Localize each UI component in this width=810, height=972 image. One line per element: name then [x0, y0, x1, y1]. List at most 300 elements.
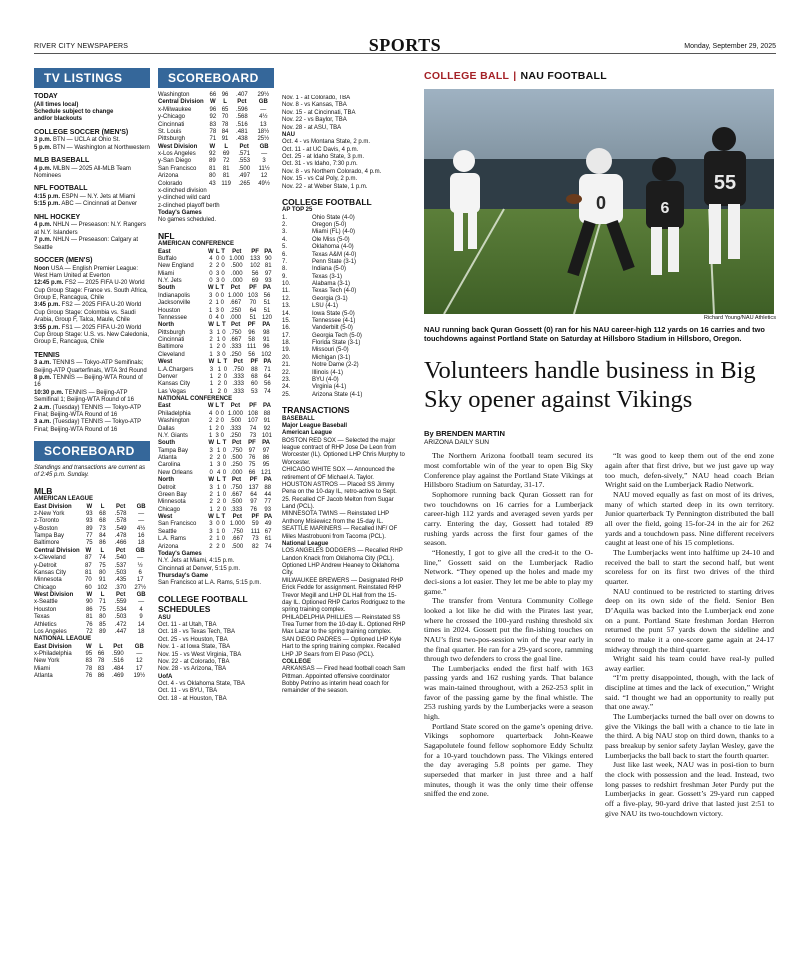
- stat-cell: 60: [251, 381, 258, 388]
- rank-number: 15.: [282, 317, 291, 324]
- stat-cell: 3: [262, 158, 266, 165]
- ranking-row: [282, 384, 406, 391]
- story-paragraph: The transfer from Ventura Community College looked a lot like he did with the Pirates last year, where he crossed the 100-yard rushing threshold six times in 2024. Gossett put the fin-ishing touches on NAU’s first two-pos-session win of the year early in the final quarter. He ran for a 29-yard score, ramming through two defenders to cross the goal line.: [424, 596, 593, 664]
- stat-cell: 44: [264, 491, 272, 498]
- stat-cell: 0: [222, 329, 226, 336]
- team-row: [158, 92, 274, 99]
- stat-cell: 93: [85, 518, 93, 525]
- schedule-line: Oct. 25 - vs Houston, TBA: [158, 636, 228, 643]
- kicker-label: COLLEGE BALL: [424, 70, 510, 82]
- stat-cell: 2: [209, 418, 213, 425]
- stat-cell: 0: [223, 388, 228, 395]
- transaction-item: BOSTON RED SOX — Selected the major league contract of RHP Jose De Leon from Worcester (IL). Optioned LHP Chris Murphy to Worcester.: [282, 437, 405, 466]
- middle-column: [158, 68, 274, 968]
- team-row: [158, 271, 274, 278]
- stat-cell: 88: [263, 410, 271, 417]
- ranking-row: [282, 318, 406, 325]
- team-name: N.Y. Jets: [158, 278, 182, 285]
- stat-cell: 75: [99, 562, 106, 569]
- team-name: Miami: [34, 665, 50, 672]
- stat-cell: 81: [209, 165, 216, 172]
- stat-cell: .000: [229, 314, 242, 321]
- ranking-row: [282, 222, 406, 229]
- ranking-row: [282, 244, 406, 251]
- stat-cell: 0: [209, 469, 213, 476]
- stat-cell: 0: [221, 270, 225, 277]
- stat-cell: 2: [209, 543, 213, 550]
- team-name: Indianapolis: [158, 292, 191, 299]
- header-cell: L: [217, 359, 222, 366]
- header-cell: W: [208, 322, 214, 329]
- stat-cell: .497: [238, 173, 251, 180]
- header-cell: L: [224, 143, 229, 150]
- stat-cell: .750: [231, 528, 244, 535]
- stat-cell: .250: [229, 432, 242, 439]
- rank-team: Alabama (3-1): [312, 281, 351, 288]
- team-row: [34, 614, 150, 621]
- stats-body: [282, 95, 406, 696]
- stat-cell: 25½: [257, 136, 270, 143]
- team-row: [158, 448, 274, 455]
- header-cell: PA: [262, 322, 271, 329]
- stat-cell: 2: [209, 536, 213, 543]
- rank-number: 19.: [282, 347, 291, 354]
- tv-today: TODAY: [34, 93, 58, 100]
- tv-listing: [34, 237, 150, 252]
- header-cell: GB: [135, 547, 145, 554]
- stat-cell: 93: [264, 506, 272, 513]
- stat-cell: 97: [248, 447, 256, 454]
- team-row: [158, 485, 274, 492]
- stat-cell: 121: [261, 469, 272, 476]
- masthead: [34, 34, 776, 54]
- schedule-line: Oct. 4 - vs Montana State, 2 p.m.: [282, 139, 371, 146]
- rank-team: Miami (FL) (4-0): [312, 229, 355, 236]
- header-cell: L: [100, 503, 105, 510]
- stat-cell: 56: [251, 270, 259, 277]
- today-games-title: Today's Games: [158, 210, 202, 216]
- tv-time: 5 p.m.: [34, 144, 52, 151]
- transactions-college: COLLEGE: [282, 658, 312, 665]
- team-name: Tennessee: [158, 314, 188, 321]
- schedule-line: Oct. 25 - at Idaho State, 3 p.m.: [282, 154, 365, 160]
- stat-cell: 96: [209, 106, 217, 113]
- stat-cell: 3: [216, 462, 221, 469]
- stat-cell: 78: [97, 658, 105, 665]
- team-row: [158, 173, 274, 180]
- team-name: Baltimore: [158, 344, 184, 351]
- stat-cell: 1: [209, 344, 213, 351]
- team-row: [158, 122, 274, 129]
- team-name: Minnesota: [158, 499, 186, 506]
- stat-cell: 0: [220, 292, 225, 299]
- stat-cell: 85: [99, 621, 106, 628]
- tv-time: 3:55 p.m.: [34, 324, 61, 331]
- stat-cell: .265: [238, 180, 251, 187]
- header-cell: Pct: [115, 503, 126, 510]
- tv-program: MLBN — 2025 All-MLB Team Nominees: [34, 165, 131, 180]
- team-row: [34, 533, 150, 540]
- stat-cell: 0: [223, 366, 228, 373]
- team-row: [34, 651, 150, 658]
- header-cell: Pct: [115, 547, 126, 554]
- stat-cell: 0: [216, 521, 220, 528]
- rank-team: Penn State (3-1): [312, 258, 357, 265]
- team-name: Detroit: [158, 484, 176, 491]
- rank-team: Georgia Tech (5-0): [312, 332, 362, 339]
- stat-cell: 16: [137, 533, 145, 540]
- stat-cell: 97: [250, 499, 257, 506]
- team-row: [34, 526, 150, 533]
- issue-date: Monday, September 29, 2025: [684, 43, 776, 50]
- stat-cell: 80: [99, 614, 106, 621]
- stat-cell: .750: [230, 447, 243, 454]
- nfl-title: NFL: [158, 230, 175, 241]
- stat-cell: 0: [221, 536, 226, 543]
- team-name: Athletics: [34, 621, 57, 628]
- schedule-line: Oct. 4 - vs Oklahoma State, TBA: [158, 681, 245, 688]
- team-name: Atlanta: [34, 673, 53, 680]
- stat-cell: 4: [209, 410, 213, 417]
- team-row: [158, 492, 274, 499]
- stat-cell: 3: [216, 278, 220, 285]
- stat-cell: 0: [223, 373, 228, 380]
- team-row: [158, 529, 274, 536]
- transaction-item: ARKANSAS — Fired head football coach Sam Pittman. Appointed offensive coordinator Bobby Petrino as interim head coach for remainder of the season.: [282, 666, 406, 695]
- stat-cell: 81: [222, 173, 230, 180]
- tv-program: TENNIS — Beijing-ATP Semifinal 1; Beijing-WTA Round of 16: [34, 389, 134, 404]
- header-cell: W: [86, 643, 92, 650]
- story-paragraph: “It was good to keep them out of the end zone again after that first drive, but we just gave up way too much, defen-sively,” NAU head coach Brian Wright said on the Lumberjack Radio Network.: [605, 451, 774, 490]
- stat-cell: 6: [138, 569, 142, 576]
- stat-cell: 53: [251, 388, 258, 395]
- rank-team: Oklahoma (4-0): [312, 244, 354, 251]
- stat-cell: 1: [209, 373, 214, 380]
- header-team: Central Division: [158, 99, 204, 106]
- tv-listing: [34, 194, 150, 201]
- stat-cell: .596: [236, 106, 248, 113]
- header-team: West Division: [158, 143, 198, 150]
- stat-cell: 2: [209, 491, 213, 498]
- header-cell: PA: [264, 514, 273, 521]
- stat-cell: 3: [216, 270, 220, 277]
- header-cell: L: [216, 477, 221, 484]
- team-row: [34, 577, 150, 584]
- stat-cell: 91: [262, 337, 270, 344]
- rank-number: 8.: [282, 266, 288, 273]
- byline: By BRENDEN MARTIN: [424, 428, 506, 438]
- team-row: [34, 629, 150, 636]
- header-cell: GB: [136, 503, 146, 510]
- stat-cell: 69: [251, 278, 259, 285]
- transactions-league: Major League Baseball: [282, 422, 348, 429]
- header-cell: W: [86, 592, 93, 599]
- tv-program: FS1 — 2025 FIFA U-20 World Cup Group Stage: U.S. vs. New Caledonia, Group E, Rancagua, Chile: [34, 324, 150, 346]
- stat-cell: 2: [215, 425, 219, 432]
- team-name: x-Cleveland: [34, 555, 66, 562]
- ranking-row: [282, 311, 406, 318]
- stat-cell: 71: [209, 136, 217, 143]
- standings-header-row: [158, 249, 274, 256]
- rank-number: 6.: [282, 251, 288, 258]
- team-row: [158, 151, 274, 158]
- stat-cell: .578: [114, 518, 127, 525]
- header-cell: W: [85, 547, 92, 554]
- stat-cell: 1: [209, 307, 213, 314]
- story-paragraph: NAU moved equally as fast on most of its drives, many of which started deep in its own territory. Junior quarterback Ty Pennington distributed the ball all over the field, going 15-for-24 in the air for 262 yards and a touchdown pass. Nine different receivers caught at least one of his 15 completions.: [605, 490, 774, 548]
- asu-title: ASU: [158, 614, 171, 621]
- header-cell: PF: [250, 359, 259, 366]
- stat-cell: 83: [85, 658, 93, 665]
- standings-table: [158, 99, 274, 143]
- team-name: y-San Diego: [158, 158, 192, 165]
- team-row: [158, 499, 274, 506]
- tv-listing: [34, 166, 150, 181]
- team-row: [158, 278, 274, 285]
- stat-cell: 102: [97, 584, 108, 591]
- schedule-line: Nov. 15 - at Cincinnati, TBA: [282, 109, 356, 116]
- stat-cell: 12: [260, 173, 268, 180]
- tv-listing: [34, 266, 150, 281]
- story-paragraph: “I’m pretty disappointed, though, with the lack of discipline at times and the lack of execution,” Wright said. “I thought we had an opportunity to really put that one away.”: [605, 673, 774, 712]
- jersey-number-6: 6: [660, 199, 670, 217]
- schedule-line: Nov. 8 - vs Northern Colorado, 4 p.m.: [282, 168, 382, 175]
- stat-cell: .590: [112, 651, 124, 658]
- stat-cell: 29½: [257, 92, 270, 98]
- team-name: Chicago: [158, 506, 181, 513]
- stat-cell: 3: [216, 351, 220, 358]
- rank-number: 18.: [282, 340, 291, 347]
- team-name: Cleveland: [158, 351, 185, 358]
- stat-cell: .438: [236, 136, 248, 143]
- tv-listing: [34, 280, 150, 302]
- rank-number: 10.: [282, 281, 291, 288]
- rank-team: Notre Dame (2-2): [312, 362, 359, 369]
- header-cell: L: [223, 99, 227, 106]
- team-name: x-Los Angeles: [158, 151, 196, 157]
- stat-cell: .435: [114, 577, 127, 584]
- stat-cell: 89: [99, 628, 106, 635]
- ranking-row: [282, 259, 406, 266]
- team-row: [158, 433, 274, 440]
- header-cell: W: [208, 477, 215, 484]
- stat-cell: 101: [261, 432, 272, 439]
- stat-cell: 11½: [258, 165, 270, 172]
- tv-program: FS2 — 2025 FIFA U-20 World Cup Group Stage: France vs. South Africa, Group E, Rancagua, Chile: [34, 280, 148, 302]
- team-name: Pittsburgh: [158, 329, 186, 336]
- header-cell: T: [220, 403, 225, 410]
- photo-credit: Richard Young/NAU Athletics: [703, 314, 776, 321]
- stat-cell: 1: [209, 381, 214, 388]
- rank-number: 21.: [282, 362, 291, 369]
- standings-table: [158, 477, 274, 514]
- stat-cell: .500: [230, 499, 243, 506]
- stat-cell: 0: [222, 344, 226, 351]
- tv-section-title: TENNIS: [34, 351, 60, 359]
- stat-cell: 19½: [133, 673, 146, 680]
- team-row: [34, 673, 150, 680]
- stat-cell: .484: [112, 665, 124, 672]
- stat-cell: 1: [216, 536, 220, 543]
- stat-cell: 2: [209, 300, 213, 307]
- team-name: x-Milwaukee: [158, 106, 192, 113]
- header-cell: L: [216, 322, 221, 329]
- header-cell: L: [216, 514, 220, 521]
- stat-cell: .250: [229, 307, 242, 314]
- ranking-row: [282, 281, 406, 288]
- stat-cell: 86: [99, 540, 106, 547]
- stat-cell: 96: [221, 92, 229, 98]
- team-name: Cincinnati: [158, 121, 185, 128]
- team-name: Houston: [34, 606, 57, 613]
- stat-cell: 81: [85, 614, 93, 621]
- stat-cell: .333: [230, 506, 243, 513]
- header-team: South: [158, 285, 175, 292]
- story-paragraph: Sophomore running back Quran Gossett ran for two touchdowns on 16 carries for a Lumberjack career-high 112 yards and averaged seven yards per carry. Entering the day, Gossett had totaled 89 rushing yards across the first four games of the season.: [424, 490, 593, 548]
- story-column-1: [424, 451, 593, 818]
- stat-cell: .370: [114, 584, 127, 591]
- stat-cell: 81: [84, 569, 92, 576]
- team-row: [158, 536, 274, 543]
- stat-cell: 2: [217, 381, 221, 388]
- team-name: Pittsburgh: [158, 136, 186, 143]
- stat-cell: 3: [209, 521, 213, 528]
- thursday-title: Thursday's Game: [158, 573, 209, 580]
- ua-title: UofA: [158, 673, 173, 680]
- team-name: Miami: [158, 270, 174, 277]
- stat-cell: 3: [209, 484, 213, 491]
- header-cell: GB: [259, 143, 269, 150]
- stat-cell: 0: [215, 292, 219, 299]
- stat-cell: .667: [230, 491, 243, 498]
- stat-cell: 4½: [136, 525, 146, 532]
- team-name: Washington: [158, 418, 190, 425]
- stat-cell: 0: [222, 484, 227, 491]
- header-cell: W: [208, 248, 214, 255]
- stat-cell: 0: [220, 432, 225, 439]
- stat-cell: 90: [85, 599, 93, 606]
- story-paragraph: The Lumberjacks went into halftime up 24-10 and received the ball to start the second half, but went scoreless for on its first two drives of the third quarter.: [605, 547, 774, 586]
- ranking-row: [282, 362, 406, 369]
- schedule-line: Nov. 1 - at Colorado, TBA: [282, 95, 351, 101]
- header-cell: PA: [262, 440, 270, 447]
- standings-header-row: [34, 592, 150, 599]
- team-row: [158, 315, 274, 322]
- scoreboard-header: SCOREBOARD: [34, 441, 150, 461]
- team-row: [158, 521, 274, 528]
- team-name: L.A.Chargers: [158, 366, 194, 373]
- stat-cell: .537: [114, 562, 127, 569]
- rank-number: 25.: [282, 391, 291, 398]
- stat-cell: 87: [84, 562, 92, 569]
- stat-cell: 88: [264, 484, 272, 491]
- rank-team: LSU (4-1): [312, 303, 339, 310]
- stat-cell: 0: [221, 528, 226, 535]
- tv-time: 8 p.m.: [34, 375, 52, 382]
- team-name: Houston: [158, 307, 181, 314]
- team-name: L.A. Rams: [158, 536, 187, 543]
- header-team: North: [158, 322, 174, 329]
- schedule-line: Nov. 15 - vs Cal Poly, 2 p.m.: [282, 176, 358, 183]
- team-name: z-New York: [34, 510, 65, 517]
- rank-number: 12.: [282, 295, 291, 302]
- standings-table: [158, 249, 274, 286]
- tv-program: BTN — UCLA at Ohio St.: [51, 137, 121, 144]
- stat-cell: 93: [85, 510, 93, 517]
- rank-number: 4.: [282, 236, 288, 243]
- team-row: [158, 367, 274, 374]
- team-row: [34, 607, 150, 614]
- stat-cell: 2: [216, 499, 221, 506]
- tv-listing: [34, 201, 150, 208]
- stat-cell: 72: [222, 158, 230, 165]
- standings-table: [158, 359, 274, 396]
- nfl-game: Cincinnati at Denver, 5:15 p.m.: [158, 565, 241, 572]
- team-name: Carolina: [158, 462, 181, 469]
- stat-cell: 89: [85, 525, 93, 532]
- stat-cell: 4: [139, 606, 143, 613]
- tv-listing: [34, 360, 150, 375]
- stat-cell: .250: [230, 462, 243, 469]
- stat-cell: 3: [215, 307, 219, 314]
- rank-team: Vanderbilt (5-0): [312, 325, 353, 332]
- stat-cell: .500: [238, 165, 251, 172]
- story: [424, 68, 776, 968]
- stat-cell: 43: [209, 180, 216, 187]
- rank-team: Missouri (5-0): [312, 347, 349, 354]
- header-team: East: [158, 248, 171, 255]
- standings-table: [158, 322, 274, 359]
- tv-program: NHLN — Preseason: N.Y. Rangers at N.Y. Islanders: [34, 222, 146, 236]
- team-name: Atlanta: [158, 455, 177, 462]
- standings-header-row: [158, 144, 274, 151]
- stat-cell: 1: [216, 447, 221, 454]
- stat-cell: 78: [209, 128, 217, 135]
- stat-cell: 76: [85, 673, 93, 680]
- team-row: [158, 293, 274, 300]
- stat-cell: 76: [250, 506, 257, 513]
- rank-number: 9.: [282, 273, 288, 280]
- team-row: [34, 563, 150, 570]
- stat-cell: 1: [215, 300, 219, 307]
- stat-cell: —: [137, 555, 144, 562]
- header-cell: PA: [263, 359, 272, 366]
- ranking-row: [282, 355, 406, 362]
- photo-caption: NAU running back Quran Gossett (0) ran for his NAU career-high 112 yards on 16 carries and two touchdowns against Portland State on Saturday at Hillsboro Stadium in Hillsboro, Oregon.: [424, 324, 765, 343]
- tv-time: Noon: [34, 265, 50, 272]
- ranking-row: [282, 229, 406, 236]
- team-row: [158, 374, 274, 381]
- tv-time: 4:15 p.m.: [34, 194, 61, 201]
- stat-cell: 49½: [258, 180, 270, 187]
- header-cell: PA: [263, 285, 271, 292]
- team-name: x-Philadelphia: [34, 651, 72, 658]
- transactions-nl: National League: [282, 540, 329, 547]
- tv-section-title: NHL HOCKEY: [34, 213, 81, 221]
- schedule-line: Nov. 22 - at Weber State, 1 p.m.: [282, 183, 368, 190]
- team-name: Cincinnati: [158, 337, 185, 344]
- stat-cell: 88: [251, 366, 258, 373]
- tv-intro-line: Schedule subject to change: [34, 108, 114, 115]
- stat-cell: .750: [232, 366, 245, 373]
- stat-cell: 0: [221, 255, 225, 262]
- team-row: [158, 114, 274, 121]
- schedule-line: Nov. 15 - vs West Virginia, TBA: [158, 651, 242, 658]
- header-cell: Pct: [232, 514, 242, 521]
- team-name: Green Bay: [158, 491, 187, 498]
- transaction-item: SAN DIEGO PADRES — Optioned LHP Kyle Hart to the spring training complex. Recalled LHP JP Sears from El Paso (PCL).: [282, 636, 402, 658]
- team-name: x-Seattle: [34, 599, 58, 606]
